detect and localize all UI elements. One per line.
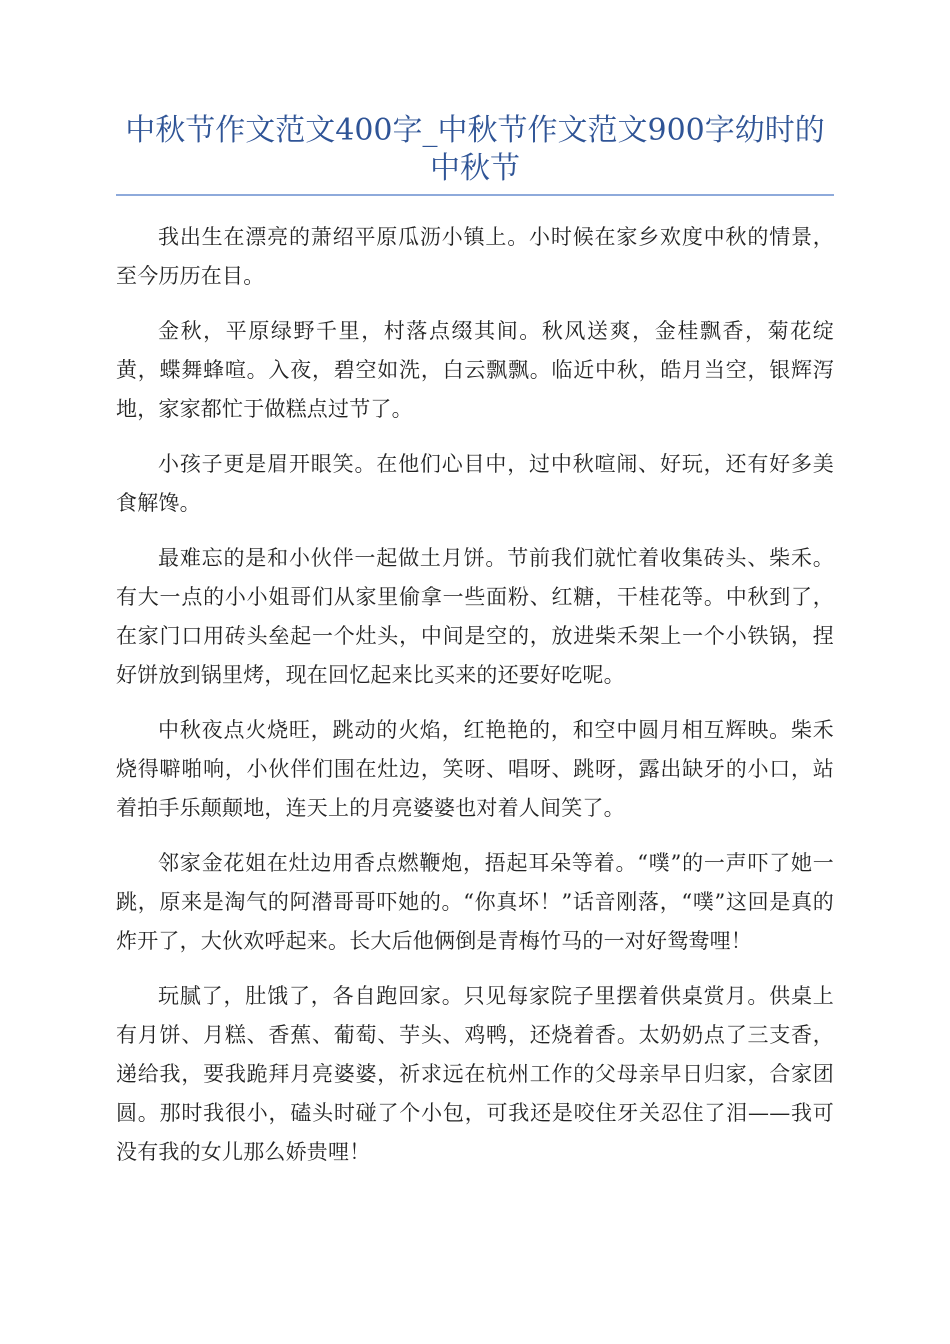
document-title: 中秋节作文范文400字_中秋节作文范文900字幼时的中秋节	[125, 113, 825, 186]
paragraph: 我出生在漂亮的萧绍平原瓜沥小镇上。小时候在家乡欢度中秋的情景，至今历历在目。	[116, 225, 834, 288]
document-body	[116, 218, 834, 1172]
paragraph: 玩腻了，肚饿了，各自跑回家。只见每家院子里摆着供桌赏月。供桌上有月饼、月糕、香蕉、葡萄、芋头、鸡鸭，还烧着香。太奶奶点了三支香，递给我，要我跪拜月亮婆婆，祈求远在杭州工作的父母亲早日归家，合家团圆。那时我很小，磕头时碰了个小包，可我还是咬住牙关忍住了泪——我可没有我的女儿那么娇贵哩！	[116, 984, 834, 1164]
paragraph: 邻家金花姐在灶边用香点燃鞭炮，捂起耳朵等着。“噗”的一声吓了她一跳，原来是淘气的阿潜哥哥吓她的。“你真坏！”话音刚落，“噗”这回是真的炸开了，大伙欢呼起来。长大后他俩倒是青梅竹马的一对好鸳鸯哩！	[116, 851, 834, 953]
paragraph: 中秋夜点火烧旺，跳动的火焰，红艳艳的，和空中圆月相互辉映。柴禾烧得噼啪响，小伙伴们围在灶边，笑呀、唱呀、跳呀，露出缺牙的小口，站着拍手乐颠颠地，连天上的月亮婆婆也对着人间笑了。	[116, 718, 834, 820]
paragraph: 最难忘的是和小伙伴一起做土月饼。节前我们就忙着收集砖头、柴禾。有大一点的小小姐哥们从家里偷拿一些面粉、红糖，干桂花等。中秋到了，在家门口用砖头垒起一个灶头，中间是空的，放进柴禾架上一个小铁锅，捏好饼放到锅里烤，现在回忆起来比买来的还要好吃呢。	[116, 546, 834, 687]
paragraph: 小孩子更是眉开眼笑。在他们心目中，过中秋喧闹、好玩，还有好多美食解馋。	[116, 452, 834, 515]
title-underline	[116, 194, 834, 196]
document-page	[116, 112, 834, 1188]
paragraph: 金秋，平原绿野千里，村落点缀其间。秋风送爽，金桂飘香，菊花绽黄，蝶舞蜂喧。入夜，碧空如洗，白云飘飘。临近中秋，皓月当空，银辉泻地，家家都忙于做糕点过节了。	[116, 319, 834, 421]
